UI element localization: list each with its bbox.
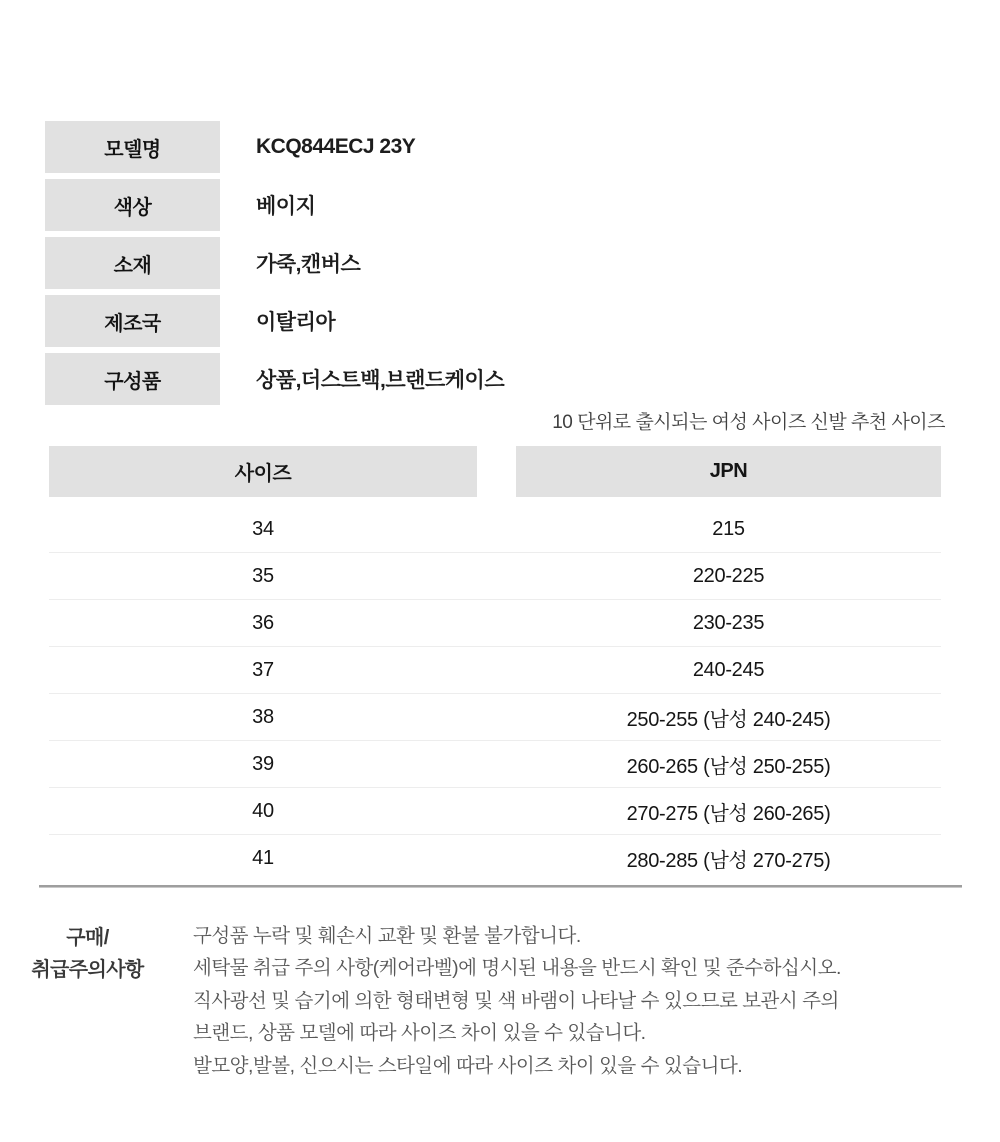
spec-row-material: [45, 237, 504, 289]
care-line: 직사광선 및 습기에 의한 형태변형 및 색 바램이 나타날 수 있으므로 보관시 주의: [193, 989, 839, 1012]
table-row: [49, 741, 941, 788]
care-section-text: [193, 920, 841, 1082]
spec-value-components: 상품,더스트백,브랜드케이스: [256, 369, 505, 392]
section-divider: [39, 885, 962, 888]
size-cell: 36: [252, 611, 274, 634]
table-row: [49, 835, 941, 881]
spec-label-components: 구성품: [45, 353, 220, 405]
jpn-column-header: JPN: [516, 446, 941, 497]
size-cell: 39: [252, 752, 274, 775]
jpn-cell: 260-265 (남성 250-255): [626, 755, 831, 778]
size-cell: 35: [252, 564, 274, 587]
spec-label-color: 색상: [45, 179, 220, 231]
jpn-cell: 240-245: [692, 658, 765, 681]
jpn-cell: 270-275 (남성 260-265): [626, 802, 831, 825]
spec-value-material: 가죽,캔버스: [256, 253, 361, 276]
care-line: 발모양,발볼, 신으시는 스타일에 따라 사이즈 차이 있을 수 있습니다.: [193, 1054, 743, 1077]
size-cell: 41: [252, 846, 274, 869]
table-row: [49, 600, 941, 647]
size-column-header: 사이즈: [49, 446, 477, 497]
table-row: [49, 506, 941, 553]
table-row: [49, 553, 941, 600]
size-cell: 34: [252, 517, 274, 540]
size-conversion-table: [49, 446, 941, 881]
jpn-cell: 250-255 (남성 240-245): [626, 708, 831, 731]
table-row: [49, 788, 941, 835]
spec-row-components: [45, 353, 504, 405]
care-label-line1: 구매/: [66, 927, 109, 949]
jpn-cell: 280-285 (남성 270-275): [626, 849, 831, 872]
product-spec-table: [45, 121, 504, 411]
care-line: 구성품 누락 및 훼손시 교환 및 환불 불가합니다.: [193, 925, 581, 947]
care-line: 세탁물 취급 주의 사항(케어라벨)에 명시된 내용을 반드시 확인 및 준수하십시오.: [193, 957, 841, 980]
size-cell: 37: [252, 658, 274, 681]
spec-label-model: 모델명: [45, 121, 220, 173]
size-recommendation-note: 10 단위로 출시되는 여성 사이즈 신발 추천 사이즈: [552, 412, 945, 433]
care-line: 브랜드, 상품 모델에 따라 사이즈 차이 있을 수 있습니다.: [193, 1022, 646, 1045]
jpn-cell: 230-235: [692, 611, 765, 634]
jpn-cell: 215: [712, 517, 745, 540]
spec-label-material: 소재: [45, 237, 220, 289]
spec-row-color: [45, 179, 504, 231]
size-cell: 40: [252, 799, 274, 822]
care-section: [20, 920, 960, 1082]
spec-row-country: [45, 295, 504, 347]
size-table-header-row: [49, 446, 941, 497]
care-section-label: [20, 920, 155, 986]
table-row: [49, 694, 941, 741]
spec-label-country: 제조국: [45, 295, 220, 347]
care-label-line2: 취급주의사항: [31, 959, 144, 981]
table-row: [49, 647, 941, 694]
spec-value-country: 이탈리아: [256, 311, 336, 334]
size-cell: 38: [252, 705, 274, 728]
spec-value-model: KCQ844ECJ 23Y: [256, 135, 416, 158]
jpn-cell: 220-225: [692, 564, 765, 587]
spec-row-model: [45, 121, 504, 173]
spec-value-color: 베이지: [256, 195, 316, 218]
